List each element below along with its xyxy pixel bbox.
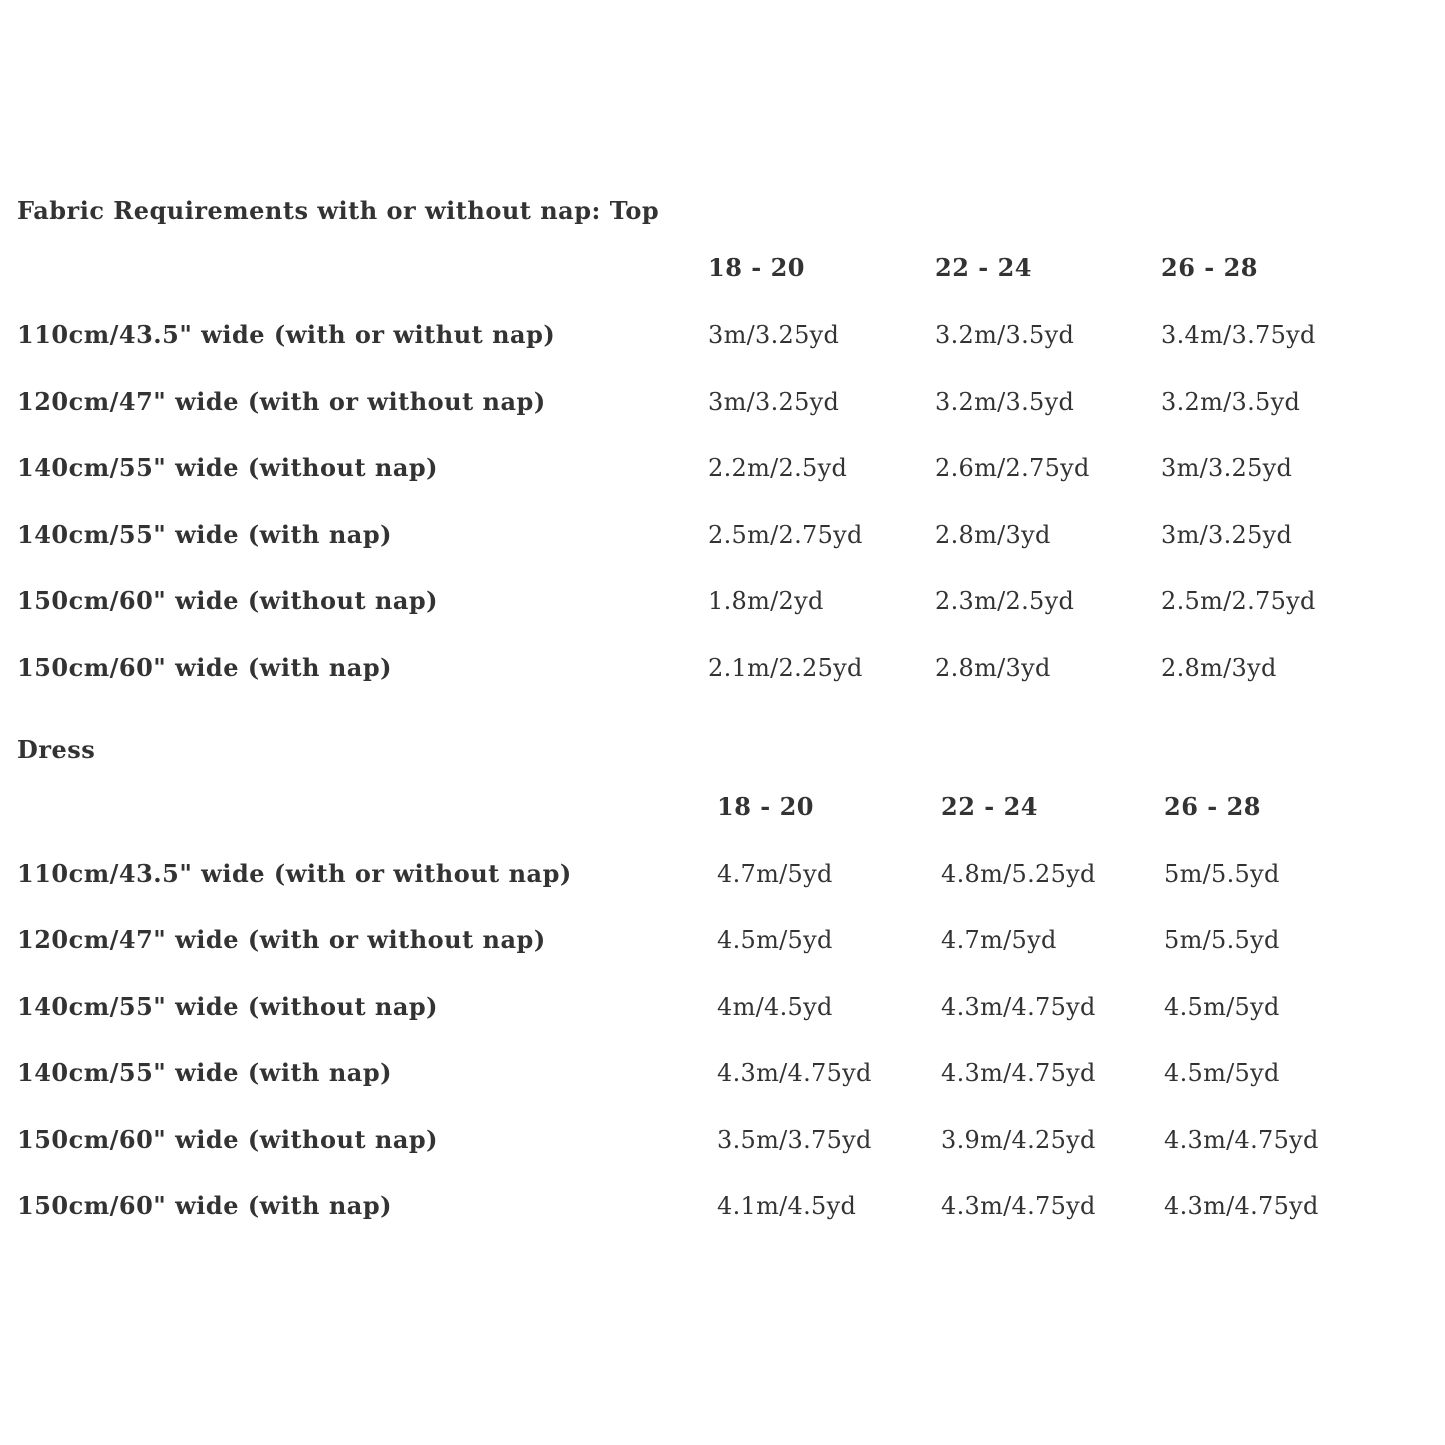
table-row [0, 651, 1445, 685]
yardage-value: 5m/5.5yd [1164, 926, 1280, 954]
yardage-value: 4.3m/4.75yd [1164, 1192, 1319, 1220]
yardage-value: 4.8m/5.25yd [941, 860, 1096, 888]
size-header: 22 - 24 [941, 792, 1038, 821]
table-row [0, 385, 1445, 419]
table-row [0, 923, 1445, 957]
fabric-width-label: 150cm/60" wide (with nap) [17, 1191, 392, 1220]
yardage-value: 4.5m/5yd [1164, 1059, 1280, 1087]
yardage-value: 2.5m/2.75yd [708, 521, 863, 549]
yardage-value: 4.7m/5yd [941, 926, 1057, 954]
table-row [0, 518, 1445, 552]
yardage-value: 3m/3.25yd [1161, 454, 1293, 482]
yardage-value: 2.5m/2.75yd [1161, 587, 1316, 615]
fabric-width-label: 140cm/55" wide (with nap) [17, 520, 392, 549]
size-header-row [0, 790, 1445, 824]
fabric-width-label: 140cm/55" wide (with nap) [17, 1058, 392, 1087]
yardage-value: 4.5m/5yd [717, 926, 833, 954]
yardage-value: 3.2m/3.5yd [935, 388, 1075, 416]
top-section-title: Fabric Requirements with or without nap: Top [17, 196, 660, 225]
yardage-value: 4.3m/4.75yd [1164, 1126, 1319, 1154]
fabric-width-label: 150cm/60" wide (without nap) [17, 1125, 439, 1154]
yardage-value: 2.3m/2.5yd [935, 587, 1075, 615]
table-row [0, 1189, 1445, 1223]
size-header: 22 - 24 [935, 253, 1032, 282]
table-row [0, 1123, 1445, 1157]
yardage-value: 3.2m/3.5yd [1161, 388, 1301, 416]
yardage-value: 2.1m/2.25yd [708, 654, 863, 682]
fabric-width-label: 110cm/43.5" wide (with or without nap) [17, 859, 572, 888]
size-header: 18 - 20 [708, 253, 805, 282]
yardage-value: 2.6m/2.75yd [935, 454, 1090, 482]
yardage-value: 3m/3.25yd [708, 388, 840, 416]
table-row [0, 318, 1445, 352]
yardage-value: 3.4m/3.75yd [1161, 321, 1316, 349]
yardage-value: 2.8m/3yd [935, 654, 1051, 682]
yardage-value: 4.3m/4.75yd [941, 1059, 1096, 1087]
yardage-value: 4.3m/4.75yd [941, 993, 1096, 1021]
yardage-value: 1.8m/2yd [708, 587, 824, 615]
yardage-value: 3m/3.25yd [1161, 521, 1293, 549]
fabric-width-label: 150cm/60" wide (with nap) [17, 653, 392, 682]
fabric-width-label: 140cm/55" wide (without nap) [17, 453, 439, 482]
yardage-value: 2.8m/3yd [935, 521, 1051, 549]
yardage-value: 4.3m/4.75yd [941, 1192, 1096, 1220]
yardage-value: 4.7m/5yd [717, 860, 833, 888]
yardage-value: 5m/5.5yd [1164, 860, 1280, 888]
yardage-value: 3.5m/3.75yd [717, 1126, 872, 1154]
yardage-value: 4.5m/5yd [1164, 993, 1280, 1021]
yardage-value: 4.3m/4.75yd [717, 1059, 872, 1087]
table-row [0, 990, 1445, 1024]
fabric-width-label: 120cm/47" wide (with or without nap) [17, 925, 546, 954]
fabric-width-label: 120cm/47" wide (with or without nap) [17, 387, 546, 416]
fabric-width-label: 110cm/43.5" wide (with or withut nap) [17, 320, 556, 349]
fabric-width-label: 140cm/55" wide (without nap) [17, 992, 439, 1021]
yardage-value: 2.8m/3yd [1161, 654, 1277, 682]
table-row [0, 857, 1445, 891]
size-header: 26 - 28 [1161, 253, 1258, 282]
fabric-width-label: 150cm/60" wide (without nap) [17, 586, 439, 615]
yardage-value: 4.1m/4.5yd [717, 1192, 857, 1220]
size-header: 18 - 20 [717, 792, 814, 821]
dress-section-title: Dress [17, 735, 96, 764]
size-header-row [0, 251, 1445, 285]
size-header: 26 - 28 [1164, 792, 1261, 821]
yardage-value: 3.2m/3.5yd [935, 321, 1075, 349]
yardage-value: 4m/4.5yd [717, 993, 833, 1021]
yardage-value: 3m/3.25yd [708, 321, 840, 349]
table-row [0, 1056, 1445, 1090]
yardage-value: 3.9m/4.25yd [941, 1126, 1096, 1154]
yardage-value: 2.2m/2.5yd [708, 454, 848, 482]
table-row [0, 451, 1445, 485]
table-row [0, 584, 1445, 618]
